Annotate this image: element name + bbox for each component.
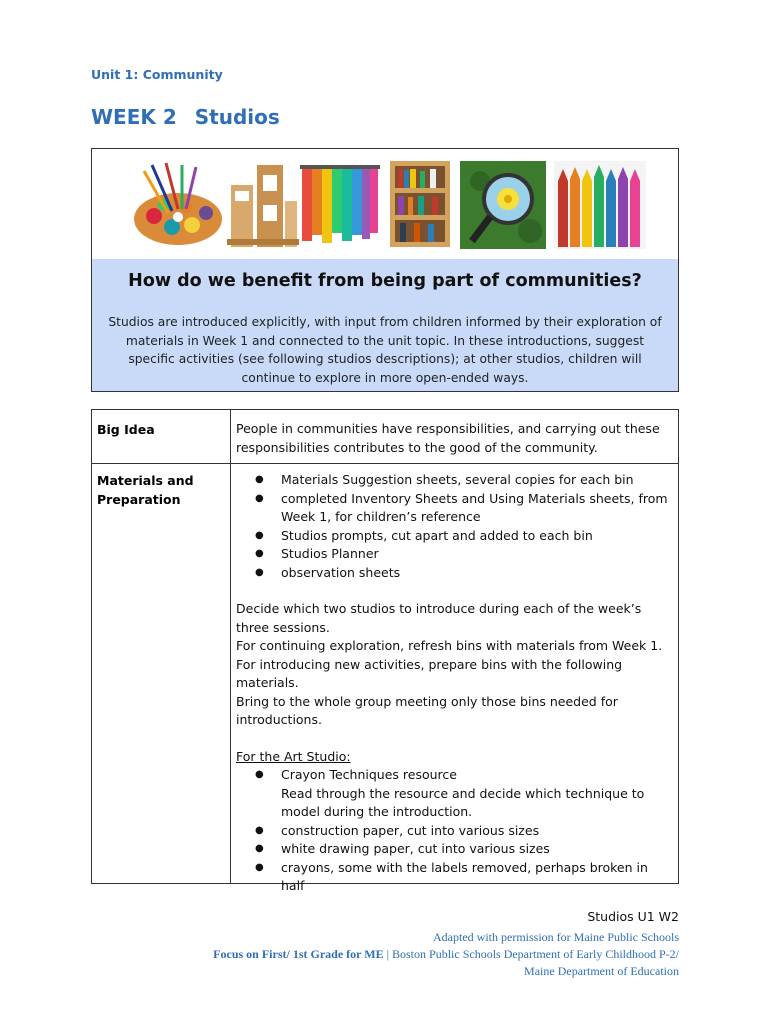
materials-label [97, 471, 194, 509]
prep-paragraph: Bring to the whole group meeting only those bins needed for introductions. [236, 693, 618, 727]
materials-label-line-1: Materials and [97, 473, 194, 488]
list-item: ● white drawing paper, cut into various sizes [236, 840, 670, 859]
art-list [236, 766, 670, 896]
essential-question: How do we benefit from being part of communities? [128, 271, 642, 291]
page-label: Studios U1 W2 [587, 909, 679, 924]
column-divider [230, 410, 231, 883]
unit-title: Unit 1: Community [91, 67, 223, 82]
materials-cell [236, 471, 670, 896]
credit-line [213, 947, 679, 962]
list-item: ● Studios prompts, cut apart and added to each bin [236, 527, 670, 546]
colored-fabric-image [300, 161, 380, 249]
image-strip [92, 149, 678, 260]
plan-table [91, 409, 679, 893]
topic-label: Studios [194, 105, 280, 129]
prep-paragraph: For introducing new activities, prepare bins with the following materials. [236, 656, 623, 690]
list-item: ● crayons, some with the labels removed, perhaps broken in half [236, 859, 670, 896]
magnifier-flower-image [460, 161, 546, 249]
list-item: ● Materials Suggestion sheets, several copies for each bin [236, 471, 670, 490]
art-note: Read through the resource and decide which technique to model during the introduction. [281, 785, 645, 819]
materials-label-line-2: Preparation [97, 492, 181, 507]
list-item: ● construction paper, cut into various sizes [236, 822, 670, 841]
list-item-text: ● Crayon Techniques resource [281, 767, 457, 782]
art-studio-heading: For the Art Studio: [236, 748, 351, 764]
wooden-blocks-image [227, 161, 299, 249]
materials-list [236, 471, 670, 582]
colored-pencils-image [554, 161, 646, 249]
adapted-note: Adapted with permission for Maine Public Schools [433, 930, 679, 944]
row-divider [92, 463, 678, 464]
big-idea-text: People in communities have responsibilities, and carrying out these responsibilities contributes to the good of the community. [236, 421, 660, 455]
list-item [236, 766, 670, 822]
question-panel [92, 259, 678, 391]
big-idea-label: Big Idea [97, 422, 155, 437]
list-item: ● Studios Planner [236, 545, 670, 564]
page-title [91, 105, 280, 129]
maine-credit: Maine Department of Education [524, 964, 679, 978]
boston-credit: | Boston Public Schools Department of Early Childhood P-2/ [383, 947, 679, 961]
bookshelf-image [390, 161, 450, 249]
prep-paragraph: For continuing exploration, refresh bins with materials from Week 1. [236, 638, 663, 653]
hero-box [91, 148, 679, 392]
focus-title: Focus on First/ 1st Grade for ME [213, 947, 384, 961]
prep-paragraph: Decide which two studios to introduce during each of the week’s three sessions. [236, 601, 642, 635]
list-item: ● completed Inventory Sheets and Using Materials sheets, from Week 1, for children’s reference [236, 490, 670, 527]
paint-palette-image [132, 161, 224, 249]
list-item: ● observation sheets [236, 564, 670, 583]
week-label: WEEK 2 [91, 105, 177, 129]
intro-text: Studios are introduced explicitly, with input from children informed by their exploration of materials in Week 1 and connected to the unit topic. In these introductions, suggest specific activities (see following studios descriptions); at other studios, children will continue to explore in more open-ended ways. [108, 315, 662, 385]
